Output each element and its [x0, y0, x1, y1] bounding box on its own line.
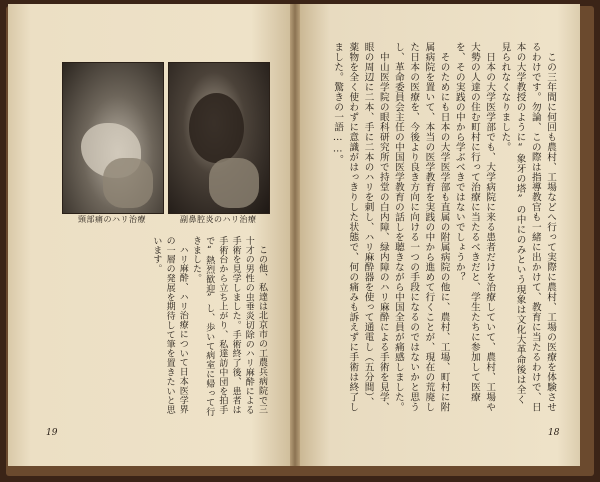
body-paragraph: この三年間に何回も農村、工場などへ行って実際に農村、工場の医療を体験させるわけです。勿論、この際は指導教官も一緒に出かけて、教育に当たるわけで、日本の大学教授のように“象牙の塔”の中にのみという現象は文化大革命後は全く見られなくなりました。 — [499, 42, 556, 412]
caption-sinus-acupuncture: 副鼻腔炎のハリ治療 — [180, 215, 257, 224]
body-paragraph: そのためにも日本の大学医学部も直属の附属病院の他に、農村、工場、町村に附属病院を置いて、本当の医学教育を実践の中から進めて行くことが、現在の荒廃した日本の医療を、今後より良き方向に向ける一つの手段になるのではないかと思うし、革命委員会主任の中国医学教育の話しを聴きながら中国全員が痛感しました。 — [392, 42, 450, 412]
body-paragraph: 日本の大学医学部でも、大学病院に来る患者だけを治療していて、農村、工場や大勢の人達の住む町村に行って治療に当たるべきだと、学生たちに参加して医療を、その実践の中から学ぶべきではないでしょうか？ — [453, 42, 496, 412]
page-number-left: 19 — [46, 428, 58, 438]
photo-neck-acupuncture — [62, 62, 164, 214]
book-gutter — [290, 4, 300, 466]
photo-subject-pillow — [103, 158, 153, 208]
right-page-body — [318, 42, 558, 412]
page-number-right: 18 — [548, 428, 560, 438]
photo-subject-shoulder — [209, 158, 259, 208]
left-page-body — [70, 236, 268, 418]
photo-subject-head — [189, 93, 244, 163]
photo-sinus-acupuncture — [168, 62, 270, 214]
body-paragraph: この他、私達は北京市の工農兵病院で三十才の男性の虫垂炎切除のハリ麻酔による手術を見学しました。手術終了後、患者は手術台から立ち上がり、私達訪中団を拍手で“熱烈歓迎”し、歩いて病室に帰って行きました。 — [190, 236, 267, 417]
body-paragraph: 中山医学院の眼科研究所で持堂の白内障、緑内障のハリ麻酔による手術を見学、眼の周辺に二本、手に二本のハリを刺し、ハリ麻酔器を使って通電し（五分間）、薬物を全く使わずに意識がはっきりした状態で、何の痛みも訴えずに手術は終了しました。驚きの一語……。 — [332, 42, 389, 412]
body-paragraph: ハリ麻酔、ハリ治療について日本医学界の一層の発展を期待して筆を置きたいと思います。 — [151, 236, 188, 415]
caption-neck-acupuncture: 頸部痛のハリ治療 — [78, 215, 146, 224]
